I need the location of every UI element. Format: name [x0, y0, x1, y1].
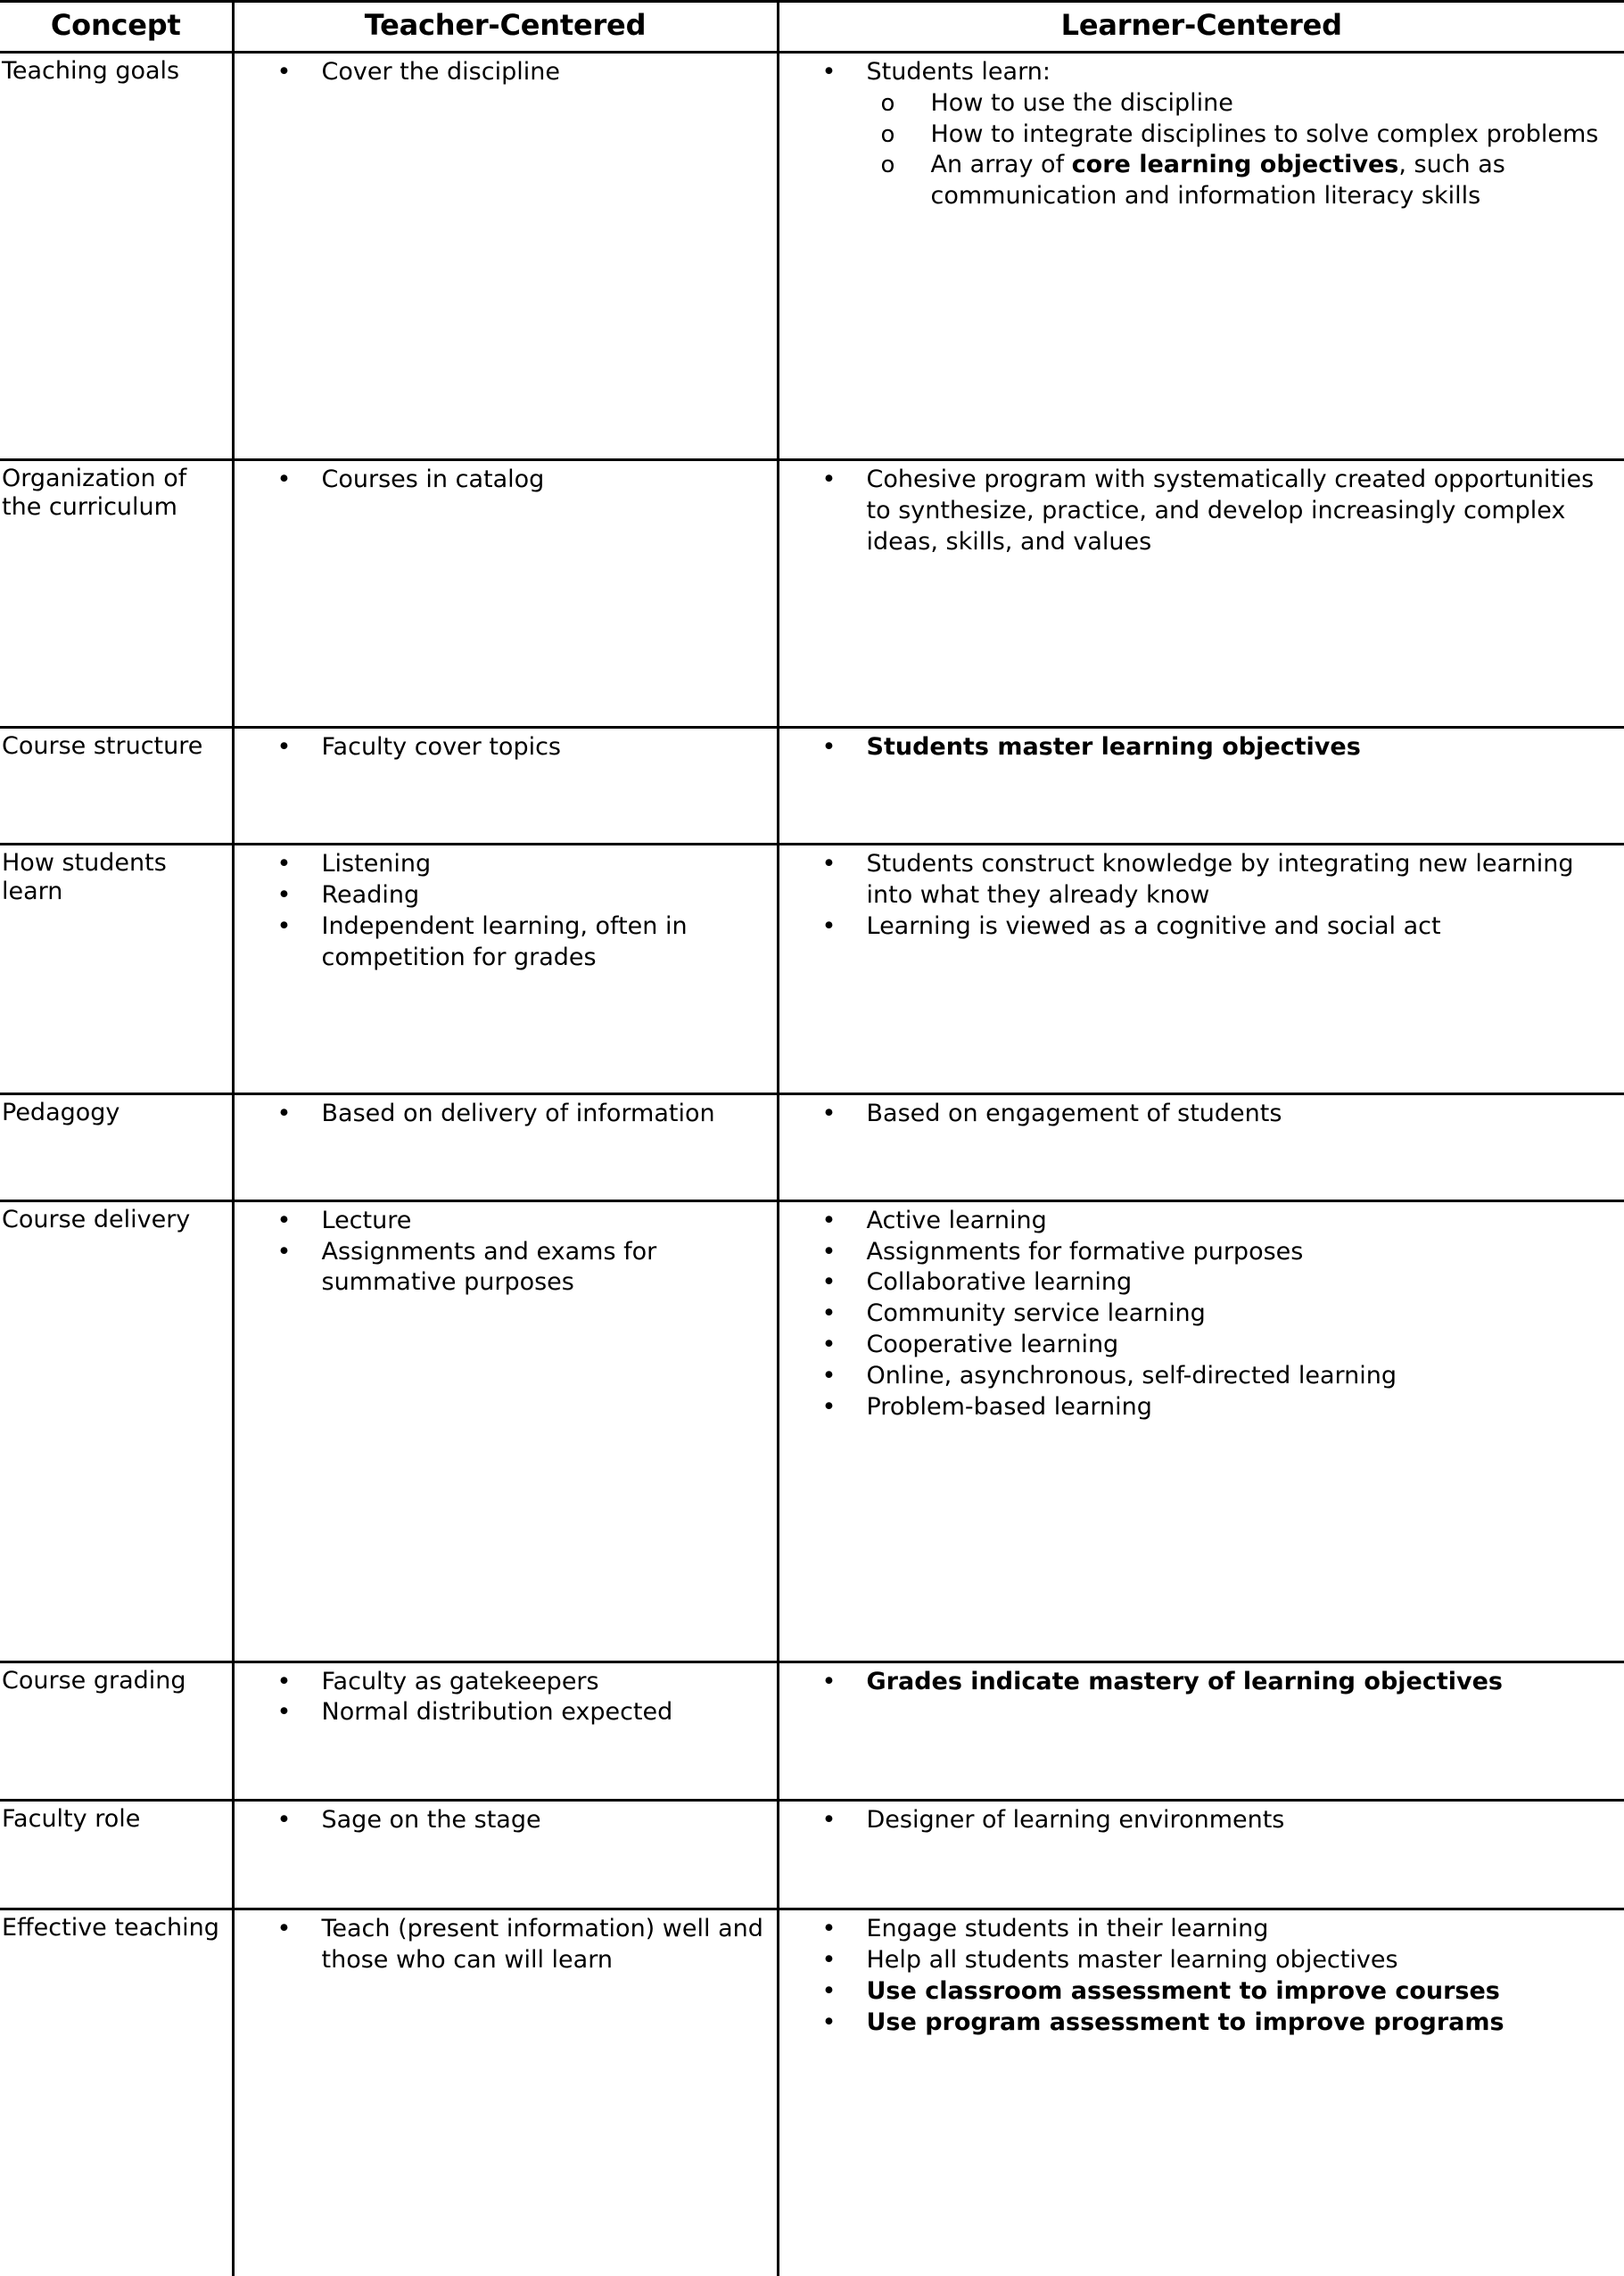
bullet-dot-icon: • [821, 1976, 837, 2005]
cell-learner-centered [778, 1200, 1624, 1662]
bullet-item [235, 1237, 771, 1299]
cell-teacher-centered [233, 1093, 778, 1200]
cell-learner-centered [778, 1093, 1624, 1200]
bullet-text: Cohesive program with systematically created opportunities to synthesize, practice, and develop increasingly complex ideas, skills, and values [866, 466, 1595, 556]
bullet-text: Reading [321, 881, 420, 910]
bullet-text: Students construct knowledge by integrating new learning into what they already know [866, 850, 1574, 910]
bullet-text: Use classroom assessment to improve courses [866, 1976, 1500, 2005]
cell-teacher-centered [233, 1662, 778, 1801]
bullet-text: Based on delivery of information [321, 1099, 715, 1127]
row-spacer [779, 1130, 1621, 1183]
bullet-text: Based on engagement of students [866, 1099, 1282, 1127]
cell-teacher-centered [233, 1801, 778, 1909]
bullet-item [779, 1099, 1621, 1130]
bullet-text: Problem-based learning [866, 1392, 1152, 1421]
bullet-dot-icon: • [276, 850, 292, 878]
learner-bullet-list [779, 1099, 1621, 1130]
bullet-dot-icon: • [821, 58, 837, 86]
bullet-text: Listening [321, 850, 432, 878]
bullet-dot-icon: • [276, 1806, 292, 1835]
bullet-dot-icon: • [821, 1299, 837, 1328]
table-row [0, 1093, 1624, 1200]
concept-label: Course grading [2, 1666, 186, 1695]
table-row [0, 460, 1624, 727]
bullet-text: Cover the discipline [321, 58, 560, 86]
bullet-item [779, 911, 1621, 943]
bullet-item [235, 880, 771, 911]
bullet-item [235, 1099, 771, 1130]
bullet-item [779, 1805, 1621, 1836]
bullet-text: Collaborative learning [866, 1268, 1133, 1297]
bullet-text: Faculty as gatekeepers [321, 1667, 599, 1695]
bullet-item [779, 849, 1621, 911]
bullet-item [235, 57, 771, 88]
bullet-dot-icon: • [276, 732, 292, 761]
sub-bullet-circle-icon: o [880, 89, 895, 117]
bullet-text: Grades indicate mastery of learning objectives [866, 1667, 1503, 1695]
cell-teacher-centered [233, 460, 778, 727]
bullet-text: Faculty cover topics [321, 732, 561, 761]
bullet-item [779, 57, 1621, 212]
teacher-bullet-list [235, 849, 771, 973]
cell-learner-centered [778, 845, 1624, 1093]
bullet-dot-icon: • [276, 466, 292, 494]
concept-label: Faculty role [2, 1805, 141, 1834]
bullet-item [235, 1805, 771, 1836]
bullet-text: Online, asynchronous, self-directed learning [866, 1361, 1397, 1390]
table-row [0, 53, 1624, 460]
cell-learner-centered [778, 460, 1624, 727]
column-header-teacher-centered: Teacher-Centered [233, 2, 778, 53]
bullet-text: Assignments and exams for summative purposes [321, 1237, 657, 1297]
table-row [0, 1909, 1624, 2276]
sub-bullet-circle-icon: o [880, 120, 895, 148]
teacher-bullet-list [235, 1206, 771, 1299]
bullet-dot-icon: • [821, 466, 837, 494]
bullet-item [779, 1361, 1621, 1392]
bullet-item [779, 1914, 1621, 1945]
bullet-text: Use program assessment to improve programs [866, 2008, 1504, 2036]
column-header-learner-centered: Learner-Centered [778, 2, 1624, 53]
cell-teacher-centered [233, 845, 778, 1093]
concept-label: Effective teaching [2, 1914, 219, 1942]
cell-teacher-centered [233, 53, 778, 460]
cell-concept [0, 1200, 233, 1662]
bullet-dot-icon: • [821, 1099, 837, 1127]
table-body [0, 53, 1624, 2276]
teacher-bullet-list [235, 465, 771, 496]
bullet-text: Independent learning, often in competition for grades [321, 912, 688, 971]
row-spacer [779, 1836, 1621, 1892]
bullet-item [779, 1976, 1621, 2008]
cell-concept [0, 1801, 233, 1909]
bullet-text: Teach (present information) well and those who can will learn [321, 1915, 763, 1975]
bullet-dot-icon: • [276, 912, 292, 941]
table-row [0, 727, 1624, 845]
bullet-item [779, 1237, 1621, 1268]
bullet-dot-icon: • [821, 1392, 837, 1421]
sub-bullet-list [867, 88, 1621, 212]
learner-bullet-list [779, 465, 1621, 557]
row-spacer [779, 943, 1621, 1076]
bullet-dot-icon: • [276, 1667, 292, 1695]
bullet-dot-icon: • [821, 850, 837, 878]
learner-bullet-list [779, 1914, 1621, 2038]
row-spacer [779, 1423, 1621, 1645]
bullet-dot-icon: • [821, 1667, 837, 1695]
cell-teacher-centered [233, 727, 778, 845]
learner-bullet-list [779, 849, 1621, 942]
teacher-bullet-list [235, 1099, 771, 1130]
cell-concept [0, 1093, 233, 1200]
cell-learner-centered [778, 1909, 1624, 2276]
row-spacer [779, 558, 1621, 710]
learner-bullet-list [779, 1667, 1621, 1698]
bullet-dot-icon: • [276, 1698, 292, 1727]
bullet-dot-icon: • [821, 1361, 837, 1390]
bullet-text: Engage students in their learning [866, 1915, 1269, 1943]
sub-bullet-item [867, 88, 1621, 120]
bullet-dot-icon: • [276, 1099, 292, 1127]
bullet-item [235, 1667, 771, 1698]
bullet-item [235, 732, 771, 763]
bullet-item [779, 1667, 1621, 1698]
sub-bullet-text: An array of core learning objectives, such as communication and information literacy skills [930, 151, 1505, 210]
bullet-item [235, 465, 771, 496]
bullet-text: Learning is viewed as a cognitive and social act [866, 912, 1441, 941]
cell-learner-centered [778, 727, 1624, 845]
bullet-dot-icon: • [821, 1206, 837, 1234]
bullet-item [779, 732, 1621, 763]
bullet-text: Active learning [866, 1206, 1047, 1234]
concept-label: Pedagogy [2, 1098, 120, 1126]
cell-concept [0, 53, 233, 460]
cell-teacher-centered [233, 1909, 778, 2276]
cell-concept [0, 1909, 233, 2276]
learner-bullet-list [779, 732, 1621, 763]
concept-label: Teaching goals [2, 57, 180, 85]
bullet-dot-icon: • [276, 1237, 292, 1266]
teacher-bullet-list [235, 732, 771, 763]
teacher-bullet-list [235, 57, 771, 88]
sub-bullet-item [867, 150, 1621, 212]
sub-bullet-circle-icon: o [880, 152, 895, 179]
row-spacer [779, 1697, 1621, 1783]
learner-bullet-list [779, 1206, 1621, 1423]
bullet-dot-icon: • [276, 881, 292, 910]
bullet-dot-icon: • [821, 1268, 837, 1297]
row-spacer [779, 212, 1621, 442]
table-row [0, 1662, 1624, 1801]
bullet-dot-icon: • [821, 1946, 837, 1975]
bullet-text: Courses in catalog [321, 466, 545, 494]
bullet-item [779, 1206, 1621, 1237]
sub-bullet-text: How to integrate disciplines to solve complex problems [930, 120, 1599, 148]
bullet-item [779, 1299, 1621, 1330]
concept-label: How students learn [2, 849, 167, 906]
cell-concept [0, 1662, 233, 1801]
cell-teacher-centered [233, 1200, 778, 1662]
cell-learner-centered [778, 53, 1624, 460]
cell-concept [0, 727, 233, 845]
bullet-text: Cooperative learning [866, 1331, 1119, 1359]
cell-concept [0, 460, 233, 727]
table-row [0, 1200, 1624, 1662]
bullet-dot-icon: • [276, 1915, 292, 1943]
bullet-text: Assignments for formative purposes [866, 1237, 1304, 1266]
learner-bullet-list [779, 57, 1621, 212]
bullet-item [779, 1267, 1621, 1299]
bullet-text: Sage on the stage [321, 1806, 541, 1835]
bullet-item [779, 2008, 1621, 2039]
bullet-text: Help all students master learning objectives [866, 1946, 1398, 1975]
sub-bullet-text: How to use the discipline [930, 88, 1233, 117]
bullet-text: Lecture [321, 1206, 412, 1234]
bullet-item [779, 1392, 1621, 1423]
teacher-bullet-list [235, 1914, 771, 1976]
cell-learner-centered [778, 1662, 1624, 1801]
bullet-dot-icon: • [276, 1206, 292, 1234]
teacher-bullet-list [235, 1667, 771, 1729]
bullet-item [235, 849, 771, 880]
cell-learner-centered [778, 1801, 1624, 1909]
table-row [0, 845, 1624, 1093]
sub-bullet-item [867, 120, 1621, 151]
bullet-dot-icon: • [821, 1806, 837, 1835]
bullet-dot-icon: • [821, 1237, 837, 1266]
bullet-dot-icon: • [821, 1331, 837, 1359]
bullet-item [779, 1945, 1621, 1976]
bullet-text: Community service learning [866, 1299, 1206, 1328]
bullet-item [235, 1697, 771, 1728]
bullet-text: Students learn: [866, 58, 1051, 86]
bullet-dot-icon: • [821, 2008, 837, 2036]
concept-label: Organization of the curriculum [2, 465, 187, 521]
column-header-concept: Concept [0, 2, 233, 53]
bullet-dot-icon: • [821, 1915, 837, 1943]
bullet-item [235, 1206, 771, 1237]
bullet-dot-icon: • [821, 912, 837, 941]
bullet-item [235, 911, 771, 974]
bullet-text: Students master learning objectives [866, 732, 1361, 761]
cell-concept [0, 845, 233, 1093]
table-header-row [0, 2, 1624, 53]
bullet-dot-icon: • [276, 58, 292, 86]
bullet-dot-icon: • [821, 732, 837, 761]
bullet-text: Designer of learning environments [866, 1806, 1285, 1835]
concept-label: Course structure [2, 731, 203, 760]
bullet-item [235, 1914, 771, 1976]
bullet-text: Normal distribution expected [321, 1698, 673, 1727]
row-spacer [779, 763, 1621, 827]
table-row [0, 1801, 1624, 1909]
bullet-item [779, 1330, 1621, 1361]
row-spacer [779, 2039, 1621, 2260]
learner-bullet-list [779, 1805, 1621, 1836]
teacher-bullet-list [235, 1805, 771, 1836]
concept-label: Course delivery [2, 1205, 191, 1233]
bullet-item [779, 465, 1621, 557]
